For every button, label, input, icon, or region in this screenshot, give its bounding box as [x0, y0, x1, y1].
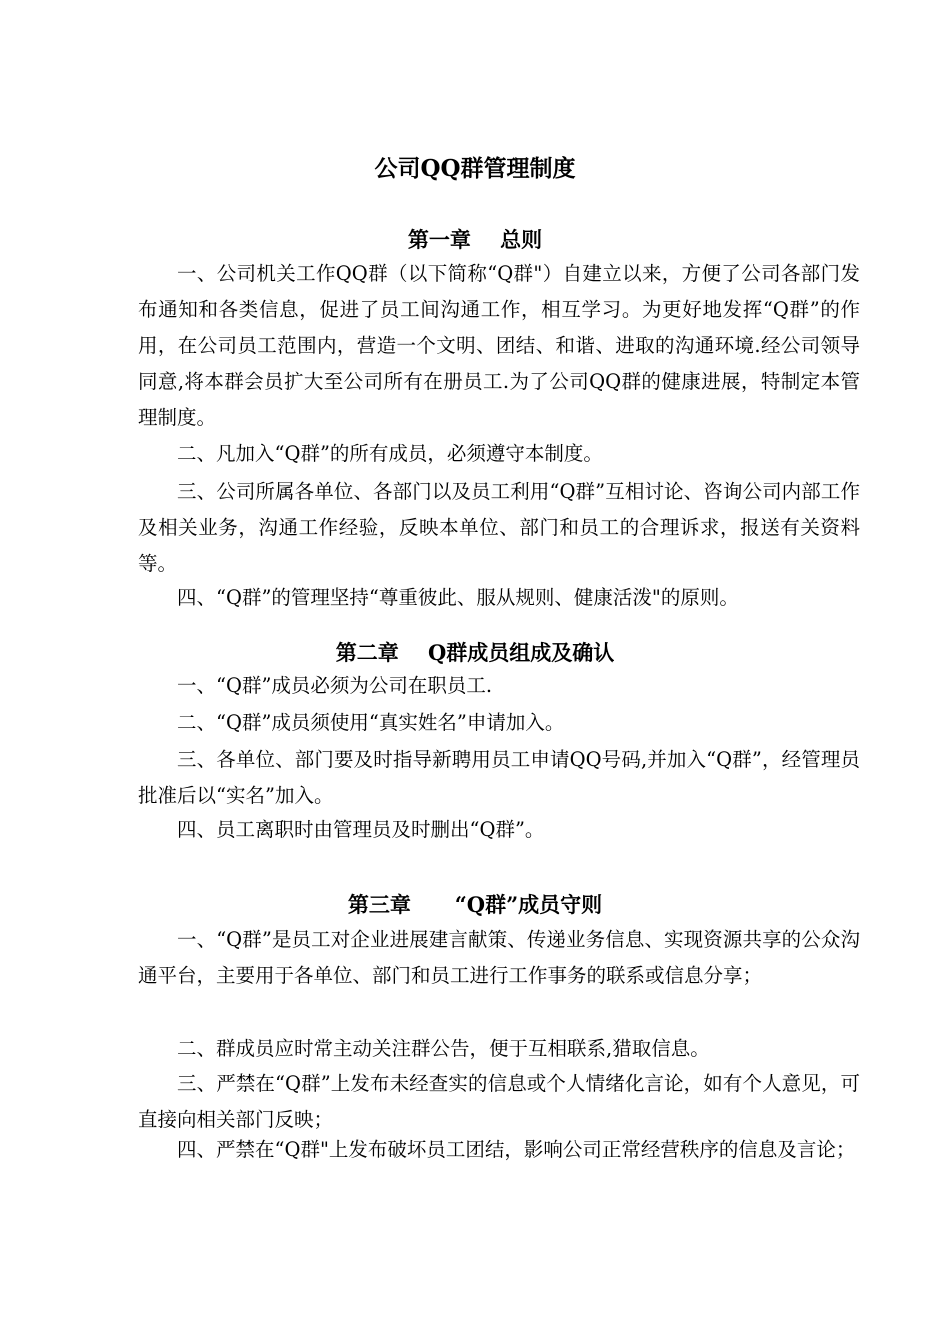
chapter-3-paragraph-3: 三、严禁在“Q群”上发布未经查实的信息或个人情绪化言论，如有个人意见，可直接向相关部门反映；: [138, 1072, 860, 1131]
chapter-2-paragraph-2: 二、“Q群”成员须使用“真实姓名”申请加入。: [177, 711, 565, 734]
chapter-1-paragraph-1: 一、公司机关工作QQ群（以下简称“Q群"）自建立以来，方便了公司各部门发布通知和各类信息，促进了员工间沟通工作，相互学习。为更好地发挥“Q群”的作用，在公司员工范围内，营造一个文明、团结、和谐、进取的沟通环境.经公司领导同意,将本群会员扩大至公司所有在册员工.为了公司QQ群的健康进展，特制定本管理制度。: [138, 262, 860, 429]
chapter-1-heading: 第一章 总则: [407, 227, 543, 252]
chapter-1-paragraph-3: 三、公司所属各单位、各部门以及员工利用“Q群”互相讨论、咨询公司内部工作及相关业务，沟通工作经验，反映本单位、部门和员工的合理诉求，报送有关资料等。: [138, 480, 860, 575]
chapter-3-paragraph-2: 二、群成员应时常主动关注群公告，便于互相联系,猎取信息。: [177, 1037, 710, 1060]
chapter-2-paragraph-3: 三、各单位、部门要及时指导新聘用员工申请QQ号码,并加入“Q群”，经管理员批准后以“实名”加入。: [138, 748, 860, 807]
chapter-3-paragraph-4: 四、严禁在“Q群"上发布破坏员工团结，影响公司正常经营秩序的信息及言论；: [177, 1138, 856, 1161]
chapter-2-paragraph-4: 四、员工离职时由管理员及时删出“Q群”。: [177, 818, 545, 841]
chapter-1-paragraph-2: 二、凡加入“Q群”的所有成员，必须遵守本制度。: [177, 442, 603, 465]
chapter-2-paragraph-1: 一、“Q群”成员必须为公司在职员工.: [177, 674, 493, 697]
chapter-3-paragraph-1: 一、“Q群”是员工对企业进展建言献策、传递业务信息、实现资源共享的公众沟通平台，主要用于各单位、部门和员工进行工作事务的联系或信息分享；: [138, 928, 860, 987]
chapter-1-paragraph-4: 四、“Q群”的管理坚持“尊重彼此、服从规则、健康活泼"的原则。: [177, 586, 739, 609]
chapter-3-heading: 第三章 “Q群”成员守则: [347, 892, 603, 917]
document-title: 公司QQ群管理制度: [374, 155, 576, 182]
chapter-2-heading: 第二章 Q群成员组成及确认: [335, 640, 615, 665]
